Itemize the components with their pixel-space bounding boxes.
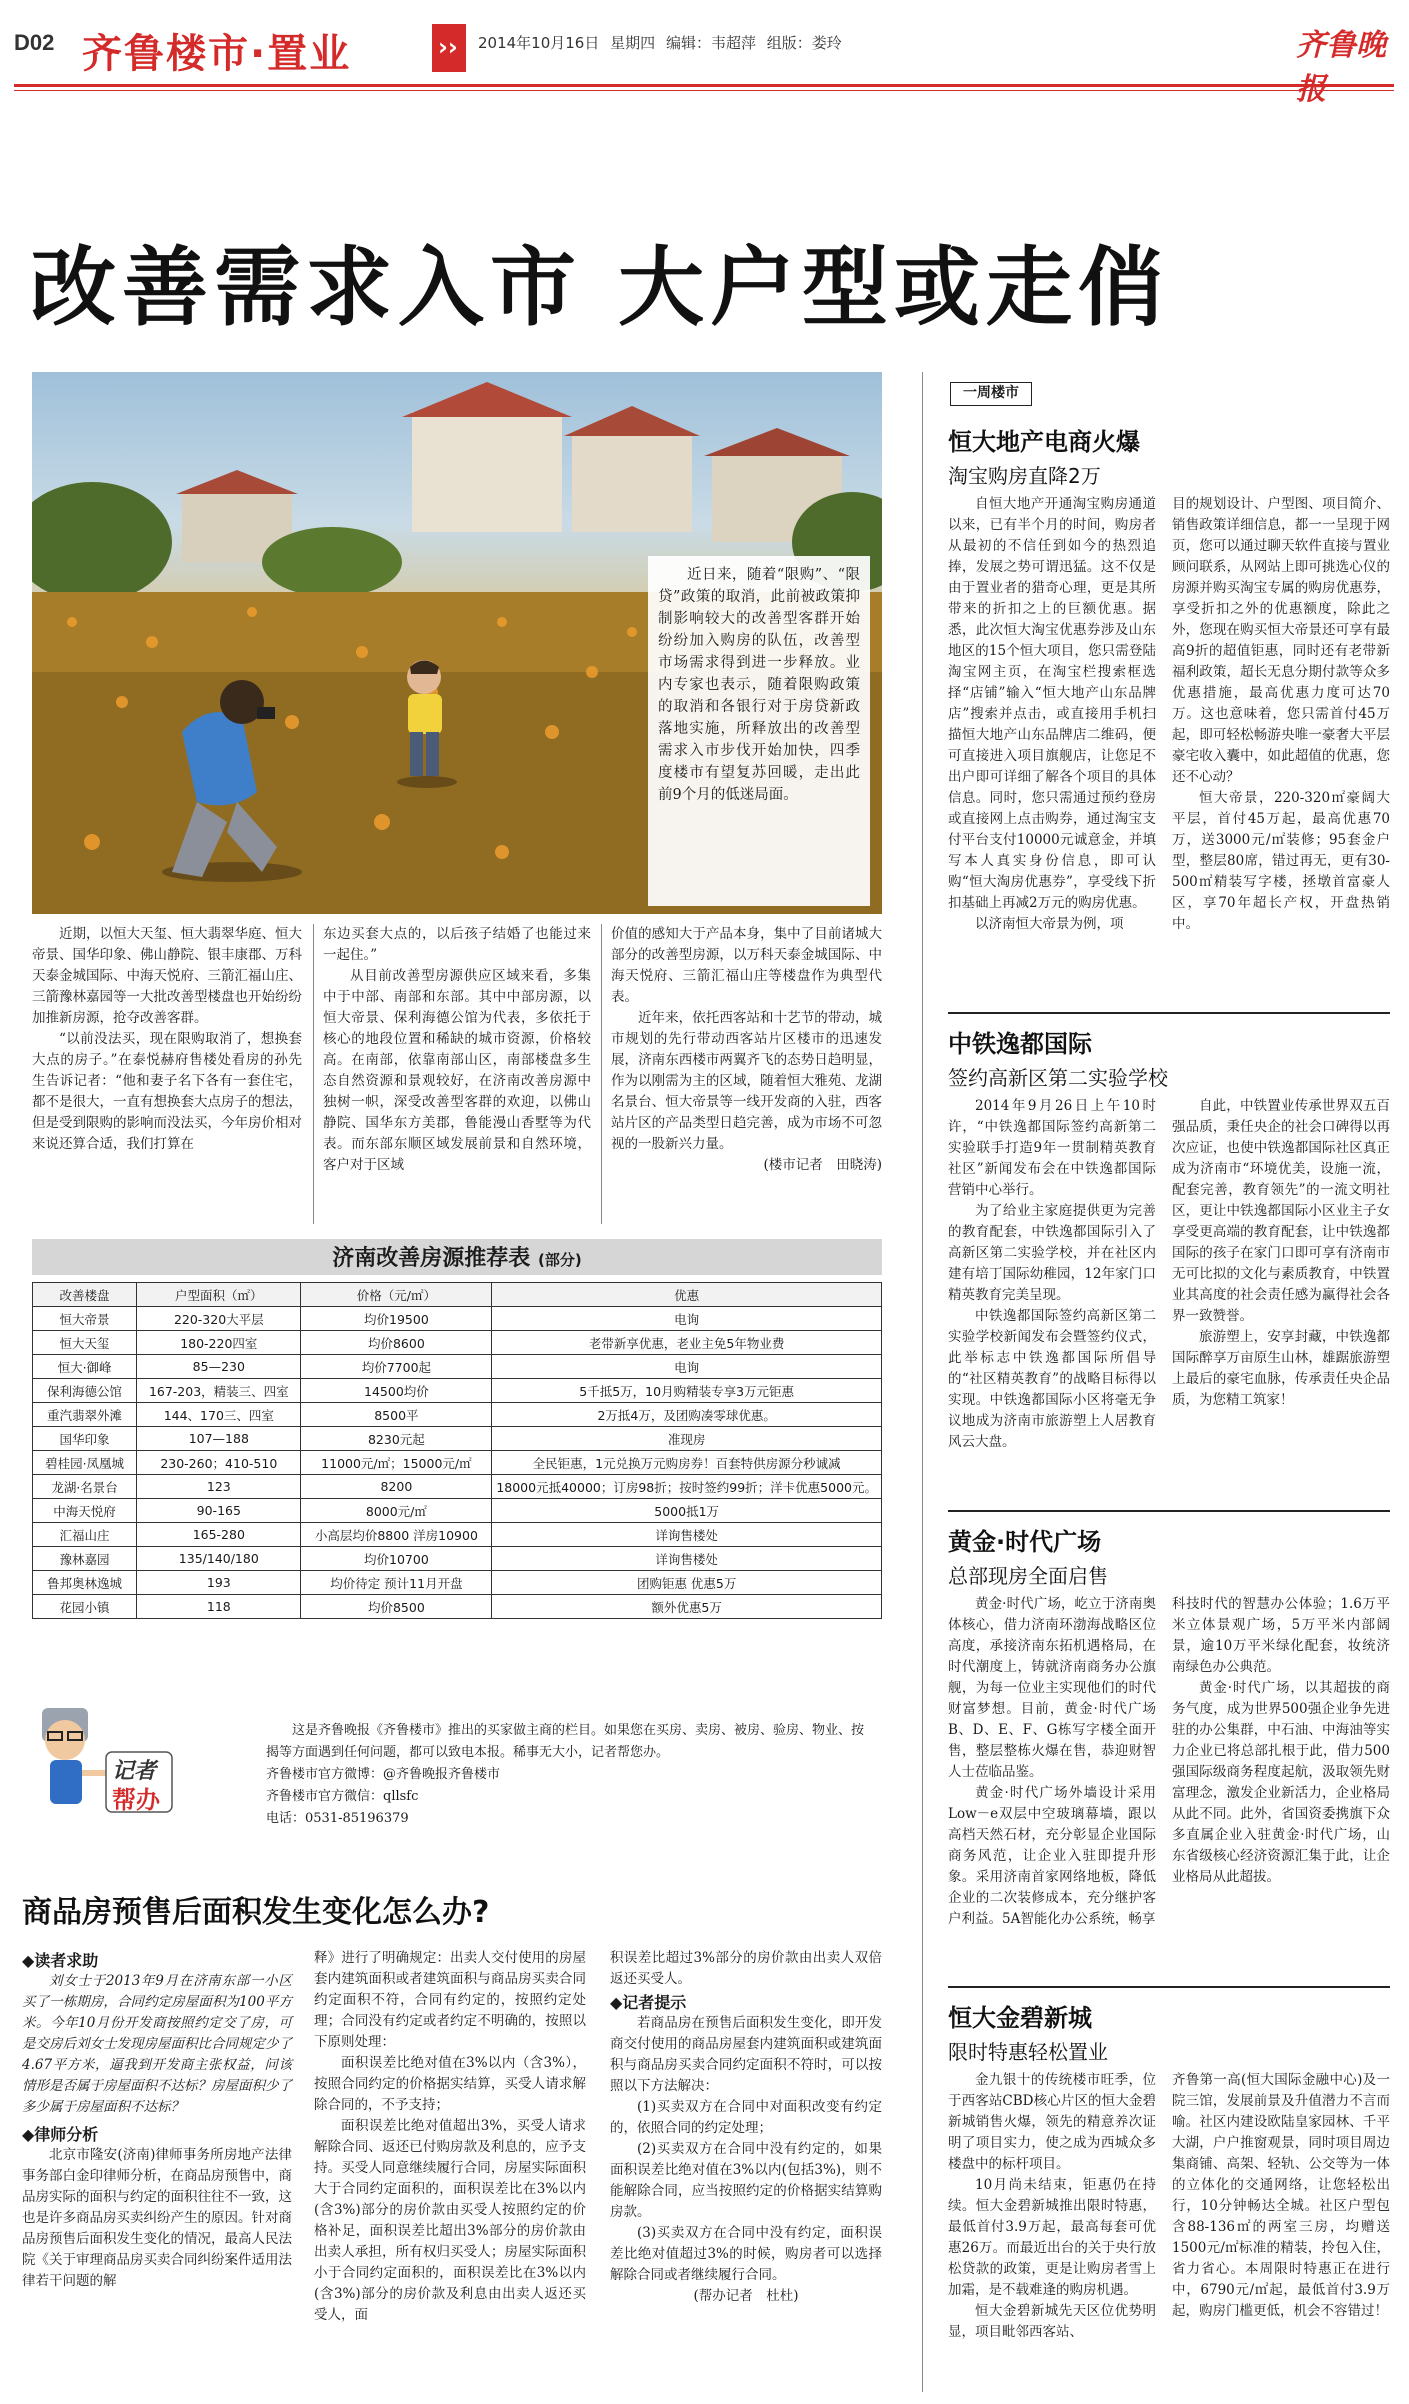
recommend-table <box>32 1282 882 1619</box>
helper-text <box>266 1720 876 1830</box>
table-cell: 90-165 <box>137 1499 301 1523</box>
table-cell: 均价8600 <box>301 1331 492 1355</box>
table-cell: 国华印象 <box>33 1427 137 1451</box>
issue-layout: 组版：娄玲 <box>766 34 842 52</box>
table-cell: 85—230 <box>137 1355 301 1379</box>
issue-date: 2014年10月16日 <box>478 34 600 52</box>
helper-badge-bottom: 帮办 <box>112 1786 160 1814</box>
helper-weibo: 齐鲁楼市官方微博：@齐鲁晚报齐鲁楼市 <box>266 1767 501 1782</box>
weekly-a1-col-1 <box>948 494 1156 935</box>
qa-para: 积误差比超过3%部分的房价款由出卖人双倍返还买受人。 <box>610 1950 882 1987</box>
weekly-a4-title: 恒大金碧新城 <box>948 2004 1092 2032</box>
page-number: D02 <box>14 30 55 55</box>
table-cell: 8230元起 <box>301 1427 492 1451</box>
weekly-para: 10月尚未结束，钜惠仍在持续。恒大金碧新城推出限时特惠，最低首付3.9万起，最高每套可优惠26万。而最近出台的关于央行放松贷款的政策，更是让购房者雪上加霜，是不载难逢的购房机遇。 <box>948 2177 1156 2298</box>
table-cell: 8000元/㎡ <box>301 1499 492 1523</box>
table-cell: 详询售楼处 <box>492 1523 882 1547</box>
table-row <box>33 1475 882 1499</box>
weekly-para: 中铁逸都国际签约高新区第二实验学校新闻发布会暨签约仪式，此举标志中铁逸都国际所倡导的“社区精英教育”的战略目标得以实现。中铁逸都国际小区将毫无争议地成为济南市旅游塑上人居教育风云大盘。 <box>948 1308 1156 1450</box>
table-row <box>33 1523 882 1547</box>
section-arrow-icon: ›› <box>432 24 466 72</box>
weekly-a1-subtitle: 淘宝购房直降2万 <box>948 464 1101 488</box>
helper-intro: 这是齐鲁晚报《齐鲁楼市》推出的买家做主商的栏目。如果您在买房、卖房、被房、验房、物业、按揭等方面遇到任何问题，都可以致电本报。稀事无大小，记者帮您办。 <box>266 1723 865 1760</box>
table-cell: 5千抵5万，10月购精装专享3万元钜惠 <box>492 1379 882 1403</box>
table-header-cell: 优惠 <box>492 1283 882 1307</box>
qa-para: (1)买卖双方在合同中对面积改变有约定的，依照合同的约定处理； <box>610 2099 882 2136</box>
weekly-divider <box>948 1012 1390 1014</box>
table-cell: 额外优惠5万 <box>492 1595 882 1619</box>
helper-wechat: 齐鲁楼市官方微信：qllsfc <box>266 1789 419 1804</box>
main-article-col-3 <box>611 924 882 1176</box>
table-cell: 花园小镇 <box>33 1595 137 1619</box>
main-article-byline: (楼市记者 田晓涛) <box>763 1157 882 1173</box>
table-cell: 11000元/㎡；15000元/㎡ <box>301 1451 492 1475</box>
table-cell: 220-320大平层 <box>137 1307 301 1331</box>
weekly-para: 黄金·时代广场，屹立于济南奥体核心，借力济南环渤海战略区位高度，承接济南东拓机遇格局，在时代潮度上，铸就济南商务办公旗舰，为每一位业主实现他们的时代财富梦想。目前，黄金·时代广场B、D、E、F、G栋写字楼全面开售，整层整栋火爆在售，恭迎财智人士莅临品鉴。 <box>948 1596 1156 1780</box>
table-cell: 电询 <box>492 1355 882 1379</box>
qa-reader-text: 刘女士于2013年9月在济南东部一小区买了一栋期房，合同约定房屋面积为100平方米。今年10月份开发商按照约定交了房，可是交房后刘女士发现房屋面积比合同规定少了4.67平方米，逼我到开发商主张权益，问该情形是否属于房屋面积不达标？房屋面积少了多少属于房屋面积不达标？ <box>22 1973 292 2115</box>
main-article-para: “以前没法买，现在限购取消了，想换套大点的房子。”在泰悦赫府售楼处看房的孙先生告诉记者：“他和妻子名下各有一套住宅，都不是很大，一直有想换套大点房子的想法，但是受到限购的影响而没法买，今年房价相对来说还算合适，我们打算在 <box>32 1031 302 1152</box>
table-row <box>33 1379 882 1403</box>
issue-meta <box>478 32 842 53</box>
main-article-para: 价值的感知大于产品本身，集中了目前诸城大部分的改善型房源，以万科天泰金城国际、中海天悦府、三箭汇福山庄等楼盘作为典型代表。 <box>611 926 882 1005</box>
weekly-a1-title: 恒大地产电商火爆 <box>948 428 1140 456</box>
table-header-cell: 户型面积（㎡） <box>137 1283 301 1307</box>
table-cell: 均价待定 预计11月开盘 <box>301 1571 492 1595</box>
weekly-para: 2014年9月26日上午10时许，“中铁逸都国际签约高新第二实验联手打造9年一贯制精英教育社区”新闻发布会在中铁逸都国际营销中心举行。 <box>948 1098 1156 1198</box>
weekly-a4-col-2 <box>1172 2070 1390 2322</box>
helper-phone: 电话：0531-85196379 <box>266 1811 409 1826</box>
table-cell: 恒大天玺 <box>33 1331 137 1355</box>
table-cell: 全民钜惠，1元兑换万元购房券！百套特供房源分秒诚减 <box>492 1451 882 1475</box>
table-row <box>33 1331 882 1355</box>
table-cell: 180-220四室 <box>137 1331 301 1355</box>
table-cell: 均价7700起 <box>301 1355 492 1379</box>
qa-para: 若商品房在预售后面积发生变化，即开发商交付使用的商品房屋套内建筑面积或建筑面积与商品房买卖合同约定面积不符时，可以按照以下方法解决： <box>610 2015 882 2094</box>
table-cell: 恒大·御峰 <box>33 1355 137 1379</box>
weekly-para: 为了给业主家庭提供更为完善的教育配套，中铁逸都国际引入了高新区第二实验学校，并在社区内建有培丁国际幼稚园，12年家门口精英教育完美呈现。 <box>948 1203 1156 1303</box>
weekly-a3-col-1 <box>948 1594 1156 1930</box>
weekly-para: 黄金·时代广场外墙设计采用Low－e双层中空玻璃幕墙，跟以高档天然石材，充分彰显企业国际商务风范，让企业入驻即提升形象。采用济南首家网络地板，降低企业的二次装修成本，充分继护客户利益。5A智能化办公系统，畅享 <box>948 1785 1156 1927</box>
table-cell: 恒大帝景 <box>33 1307 137 1331</box>
qa-para: 面积误差比绝对值超出3%，买受人请求解除合同、返还已付购房款及利息的，应予支持。买受人同意继续履行合同，房屋实际面积大于合同约定面积的，面积误差比在3%以内(含3%)部分的房价款由买受人按照约定的价格补足，面积误差比超出3%部分的房价款由出卖人承担，所有权归买受人；房屋实际面积小于合同约定面积的，面积误差比在3%以内(含3%)部分的房价款及利息由出卖人返还买受人，面 <box>314 2118 586 2323</box>
qa-byline: (帮办记者 杜杜) <box>693 2288 799 2304</box>
table-cell: 碧桂园·凤凰城 <box>33 1451 137 1475</box>
qa-col-1 <box>22 1948 292 2292</box>
table-cell: 230-260；410-510 <box>137 1451 301 1475</box>
table-cell: 8500平 <box>301 1403 492 1427</box>
weekly-a2-col-2 <box>1172 1096 1390 1411</box>
weekly-a2-title: 中铁逸都国际 <box>948 1030 1092 1058</box>
main-article-para: 近年来，依托西客站和十艺节的带动，城市规划的先行带动西客站片区楼市的迅速发展，济南东西楼市两翼齐飞的态势日趋明显，作为以刚需为主的区域，随着恒大雅苑、龙湖名景台、恒大帝景等一线开发商的入驻，西客站片区的产品类型日趋完善，成为市场不可忽视的一股新兴力量。 <box>611 1010 882 1152</box>
table-title-note: (部分) <box>537 1251 582 1269</box>
table-cell: 保利海德公馆 <box>33 1379 137 1403</box>
main-article-col-2 <box>323 924 591 1176</box>
table-cell: 123 <box>137 1475 301 1499</box>
table-cell: 准现房 <box>492 1427 882 1451</box>
table-cell: 193 <box>137 1571 301 1595</box>
weekly-a3-col-2 <box>1172 1594 1390 1888</box>
table-cell: 电询 <box>492 1307 882 1331</box>
header-rule <box>14 84 1394 87</box>
weekly-para: 自恒大地产开通淘宝购房通道以来，已有半个月的时间，购房者从最初的不信任到如今的热烈追捧，发展之势可谓迅猛。这不仅是由于置业者的猎奇心理，更是其所带来的折扣之上的巨额优惠。据悉，此次恒大淘宝优惠券涉及山东地区的15个恒大项目，您只需登陆淘宝网主页，在淘宝栏搜索框选择“店铺”输入“恒大地产山东品牌店”搜索并点击，或直接用手机扫描恒大地产山东品牌店二维码，便可直接进入项目旗舰店，让您足不出户即可详细了解各个项目的具体信息。同时，您只需通过预约登房或直接网上点击购券，通过淘宝支付平台支付10000元诚意金，并填写本人真实身份信息，即可认购“恒大淘房优惠券”，享受线下折扣基础上再减2万元的购房优惠。 <box>948 496 1156 911</box>
qa-title: 商品房预售后面积发生变化怎么办? <box>22 1895 490 1930</box>
table-cell: 8200 <box>301 1475 492 1499</box>
issue-editor: 编辑：韦超萍 <box>665 34 756 52</box>
table-header-row <box>33 1283 882 1307</box>
weekly-para: 齐鲁第一高(恒大国际金融中心)及一院三馆，发展前景及升值潜力不言而喻。社区内建设欧陆皇家园林、千平大湖，户户推窗观景，同时项目周边集商铺、高架、轻轨、公交等为一体的立体化的交通网络，让您轻松出行，10分钟畅达全城。社区户型包含88-136㎡的两室三房，均赠送1500元/㎡标准的精装，拎包入住，省力省心。本周限时特惠正在进行中，6790元/㎡起，最低首付3.9万起，购房门槛更低，机会不容错过！ <box>1172 2072 1390 2319</box>
qa-lawyer-head: ◆律师分析 <box>22 2125 99 2144</box>
table-row <box>33 1499 882 1523</box>
table-cell: 165-280 <box>137 1523 301 1547</box>
qa-para: (3)买卖双方在合同中没有约定，面积误差比绝对值超过3%的时候，购房者可以选择解除合同或者继续履行合同。 <box>610 2225 882 2283</box>
table-row <box>33 1403 882 1427</box>
table-cell: 14500均价 <box>301 1379 492 1403</box>
table-cell: 汇福山庄 <box>33 1523 137 1547</box>
qa-para: 释》进行了明确规定：出卖人交付使用的房屋套内建筑面积或者建筑面积与商品房买卖合同约定面积不符，合同有约定的，按照约定处理；合同没有约定或者约定不明确的，按照以下原则处理： <box>314 1950 586 2050</box>
weekly-divider <box>948 1986 1390 1988</box>
table-row <box>33 1427 882 1451</box>
table-cell: 小高层均价8800 洋房10900 <box>301 1523 492 1547</box>
weekly-para: 以济南恒大帝景为例，项 <box>975 916 1124 932</box>
weekly-a4-col-1 <box>948 2070 1156 2343</box>
table-cell: 135/140/180 <box>137 1547 301 1571</box>
table-row <box>33 1571 882 1595</box>
right-column-divider <box>922 372 923 2392</box>
qa-para: 面积误差比绝对值在3%以内（含3%），按照合同约定的价格据实结算，买受人请求解除合同的，不予支持； <box>314 2055 586 2113</box>
column-divider <box>601 924 602 1224</box>
table-row <box>33 1307 882 1331</box>
weekly-a1-col-2 <box>1172 494 1390 935</box>
weekly-a3-subtitle: 总部现房全面启售 <box>948 1564 1108 1588</box>
table-cell: 中海天悦府 <box>33 1499 137 1523</box>
issue-weekday: 星期四 <box>610 34 656 52</box>
weekly-divider <box>948 1510 1390 1512</box>
main-article-col-1 <box>32 924 302 1155</box>
table-row <box>33 1595 882 1619</box>
table-row <box>33 1451 882 1475</box>
table-title <box>32 1241 882 1272</box>
table-cell: 18000元抵40000；订房98折；按时签约99折；洋卡优惠5000元。 <box>492 1475 882 1499</box>
section-title: 齐鲁楼市·置业 <box>82 31 352 77</box>
table-row <box>33 1355 882 1379</box>
table-cell: 144、170三、四室 <box>137 1403 301 1427</box>
table-cell: 107—188 <box>137 1427 301 1451</box>
qa-para: (2)买卖双方在合同中没有约定的，如果面积误差比绝对值在3%以内(包括3%)，则不能解除合同，应当按照约定的价格据实结算购房款。 <box>610 2141 882 2220</box>
weekly-para: 金九银十的传统楼市旺季，位于西客站CBD核心片区的恒大金碧新城销售火爆，领先的精意养次证明了项目实力，使之成为西城众多楼盘中的标杆项目。 <box>948 2072 1156 2172</box>
weekly-tag: 一周楼市 <box>950 382 1032 406</box>
table-cell: 2万抵4万，及团购凑零球优惠。 <box>492 1403 882 1427</box>
qa-reader-head: ◆读者求助 <box>22 1951 99 1970</box>
table-cell: 详询售楼处 <box>492 1547 882 1571</box>
qa-col-3 <box>610 1948 882 2307</box>
reporter-helper-badge <box>32 1680 180 1820</box>
table-header-cell: 改善楼盘 <box>33 1283 137 1307</box>
weekly-para: 恒大帝景，220-320㎡豪阔大平层，首付45万起，最高优惠70万，送3000元/㎡装修；95套金户型，整层80席，错过再无，更有30-500㎡精装写字楼，拯墩首富豪人区，享70年超长产权，开盘热销中。 <box>1172 790 1390 932</box>
photo-caption-text: 近日来，随着“限购”、“限贷”政策的取消，此前被政策抑制影响较大的改善型客群开始纷纷加入购房的队伍，改善型市场需求得到进一步释放。业内专家也表示，随着限购政策的取消和各银行对于房贷新政落地实施，所释放出的改善型需求入市步伐开始加快，四季度楼市有望复苏回暖，走出此前9个月的低迷局面。 <box>658 567 860 803</box>
table-cell: 5000抵1万 <box>492 1499 882 1523</box>
main-article-para: 从目前改善型房源供应区域来看，多集中于中部、南部和东部。其中中部房源，以恒大帝景、保利海德公馆为代表，多依托于核心的地段位置和稀缺的城市资源，价格较高。在南部，依靠南部山区，南部楼盘多生态自然资源和景观较好，在济南改善房源中独树一帜，深受改善型客群的欢迎，以佛山静院、国华东方美郡，鲁能漫山香墅等为代表。而东部东顺区域发展前景和自然环境，客户对于区域 <box>323 968 591 1173</box>
table-cell: 均价10700 <box>301 1547 492 1571</box>
weekly-a3-title: 黄金·时代广场 <box>948 1528 1102 1556</box>
newspaper-logo: 齐鲁晚 <box>1296 28 1386 63</box>
main-article-para: 东边买套大点的，以后孩子结婚了也能过来一起住。” <box>323 926 591 963</box>
table-row <box>33 1547 882 1571</box>
weekly-para: 恒大金碧新城先天区位优势明显，项目毗邻西客站、 <box>948 2303 1156 2340</box>
weekly-para: 旅游塑上，安享封藏，中铁逸都国际醉享万亩原生山林，雄踞旅游塑上最后的豪宅血脉，传承责任央企品质，为您精工筑家！ <box>1172 1329 1390 1408</box>
qa-lawyer-text: 北京市隆安(济南)律师事务所房地产法律事务部白金印律师分析，在商品房预售中，商品房实际的面积与约定的面积往往不一致，这也是许多商品房买卖纠纷产生的原因。针对商品房预售后面积发生变化的情况，最高人民法院《关于审理商品房买卖合同纠纷案件适用法律若干问题的解 <box>22 2147 292 2289</box>
table-title-text: 济南改善房源推荐表 <box>332 1246 531 1271</box>
table-cell: 龙湖·名景台 <box>33 1475 137 1499</box>
weekly-a4-subtitle: 限时特惠轻松置业 <box>948 2040 1108 2064</box>
main-article-para: 近期，以恒大天玺、恒大翡翠华庭、恒大帝景、国华印象、佛山静院、银丰康郡、万科天泰金城国际、中海天悦府、三箭汇福山庄、三箭豫林嘉园等一大批改善型楼盘也开始纷纷加推新房源，抢夺改善客群。 <box>32 926 302 1026</box>
table-cell: 老带新享优惠，老业主免5年物业费 <box>492 1331 882 1355</box>
table-cell: 均价8500 <box>301 1595 492 1619</box>
table-cell: 118 <box>137 1595 301 1619</box>
photo-caption <box>648 556 870 906</box>
table-cell: 团购钜惠 优惠5万 <box>492 1571 882 1595</box>
table-cell: 鲁邦奥林逸城 <box>33 1571 137 1595</box>
qa-col-2 <box>314 1948 586 2326</box>
weekly-para: 科技时代的智慧办公体验；1.6万平米立体景观广场，5万平米内部阔景，逾10万平米绿化配套，妆统济南绿色办公典范。 <box>1172 1596 1390 1675</box>
table-header-cell: 价格（元/㎡） <box>301 1283 492 1307</box>
table-cell: 均价19500 <box>301 1307 492 1331</box>
weekly-para: 黄金·时代广场，以其超拔的商务气度，成为世界500强企业争先进驻的办公集群，中石油、中海油等实力企业已将总部扎根于此，借力500强国际级商务程度起航，汲取领先财富理念，激发企业新活力，企业格局从此不同。此外，省国资委携旗下众多直属企业入驻黄金·时代广场，山东省级核心经济资源汇集于此，让企业格局从此超拔。 <box>1172 1680 1390 1885</box>
weekly-a2-subtitle: 签约高新区第二实验学校 <box>948 1066 1168 1090</box>
table-cell: 重汽翡翠外滩 <box>33 1403 137 1427</box>
weekly-para: 自此，中铁置业传承世界双五百强品质，秉任央企的社会口碑得以再次应证，也使中铁逸都国际社区真正成为济南市“环境优美，设施一流，配套完善，教育领先”的一流文明社区，更让中铁逸都国际小区业主子女享受更高端的教育配套，让中铁逸都国际的孩子在家门口即可享有济南市无可比拟的文化与素质教育，中铁置业其高度的社会责任感为赢得社会各界一致赞誉。 <box>1172 1098 1390 1324</box>
table-cell: 豫林嘉园 <box>33 1547 137 1571</box>
header-rule-thin <box>14 90 1394 91</box>
qa-tip-head: ◆记者提示 <box>610 1993 687 2012</box>
table-cell: 167-203，精装三、四室 <box>137 1379 301 1403</box>
column-divider <box>313 924 314 1224</box>
weekly-para: 目的规划设计、户型图、项目简介、销售政策详细信息，都一一呈现于网页，您可以通过聊天软件直接与置业顾问联系，从网站上即可挑选心仪的房源并购买淘宝专属的购房优惠券，享受折扣之外的优惠额度，除此之外，您现在购买恒大帝景还可享有最高9折的超值钜惠，同时还有老带新福利政策，超长无息分期付款等众多优惠措施，最高优惠力度可达70万。这也意味着，您只需首付45万起，即可轻松畅游央唯一豪奢大平层豪宅收入囊中，如此超值的优惠，您还不心动？ <box>1172 496 1390 785</box>
weekly-a2-col-1 <box>948 1096 1156 1453</box>
helper-badge-top: 记者 <box>112 1759 157 1784</box>
main-headline: 改善需求入市 大户型或走俏 <box>30 238 1170 338</box>
